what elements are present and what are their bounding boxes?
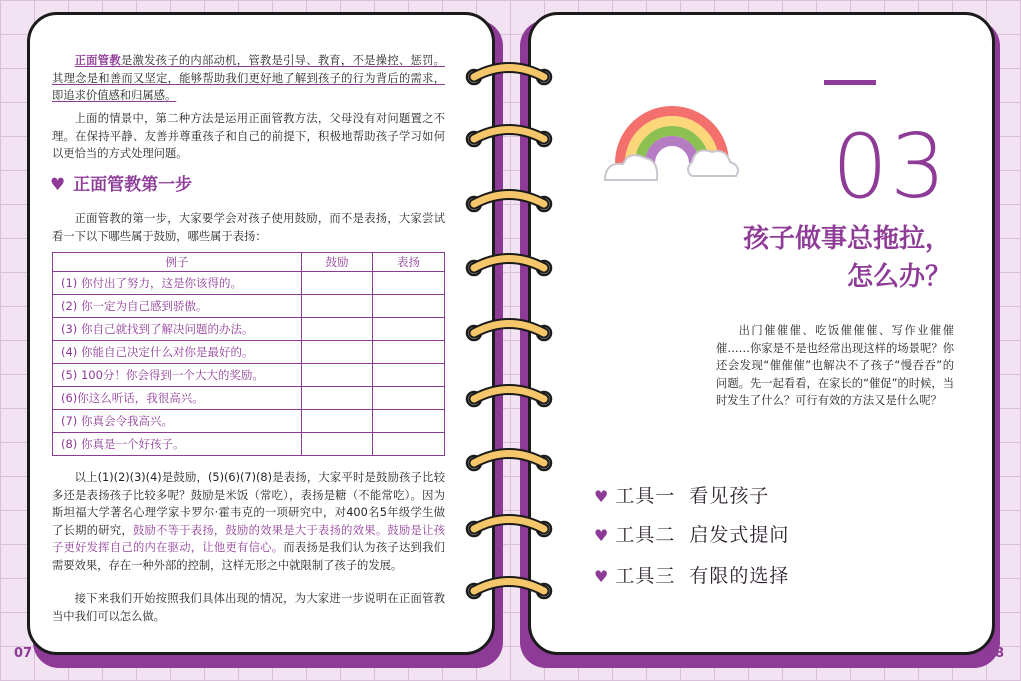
- binding-ring: [462, 122, 556, 152]
- table-row: [53, 433, 445, 456]
- col-praise: 表扬: [373, 253, 445, 272]
- title-line-1: 孩子做事总拖拉，: [742, 224, 951, 254]
- table-row: [53, 387, 445, 410]
- encourage-cell[interactable]: [302, 318, 373, 341]
- encourage-cell[interactable]: [302, 341, 373, 364]
- encourage-cell[interactable]: [302, 295, 373, 318]
- chapter-number: 03: [832, 115, 948, 218]
- example-text: (8) 你真是一个好孩子。: [53, 433, 302, 456]
- example-text: (2) 你一定为自己感到骄傲。: [53, 295, 302, 318]
- example-text: (5) 100分！你会得到一个大大的奖励。: [53, 364, 302, 387]
- praise-cell[interactable]: [373, 318, 445, 341]
- tool-item: [594, 481, 769, 508]
- col-example: 例子: [53, 253, 302, 272]
- table-row: [53, 272, 445, 295]
- page-number-right: 08: [986, 646, 1005, 661]
- heart-icon: ♥: [594, 567, 610, 586]
- binding-ring: [462, 382, 556, 412]
- praise-cell[interactable]: [373, 387, 445, 410]
- table-row: [53, 295, 445, 318]
- praise-cell[interactable]: [373, 295, 445, 318]
- table-row: [53, 410, 445, 433]
- context-text: 上面的情景中，第二种方法是运用正面管教方法，父母没有对问题置之不理。在保持平静、友善并尊重孩子和自己的前提下，积极地帮助孩子学习如何以更恰当的方式处理问题。: [52, 112, 445, 160]
- encourage-cell[interactable]: [302, 364, 373, 387]
- chapter-intro-text: 出门催催催、吃饭催催催、写作业催催催……你家是不是也经常出现这样的场景呢？你还会发现“催催催”也解决不了孩子“慢吞吞”的问题。先一起看看，在家长的“催促”的时候，当时发生了什么？可行有效的方法又是什么呢？: [716, 324, 954, 407]
- table-header-row: [53, 253, 445, 272]
- summary-paragraph: [52, 469, 445, 574]
- chapter-title: [743, 220, 951, 296]
- praise-cell[interactable]: [373, 272, 445, 295]
- table-row: [53, 364, 445, 387]
- binding-ring: [462, 251, 556, 281]
- praise-cell[interactable]: [373, 410, 445, 433]
- encourage-cell[interactable]: [302, 272, 373, 295]
- section-title: 正面管教第一步: [73, 175, 193, 195]
- intro-text: 是激发孩子的内部动机，管教是引导、教育，不是操控、惩罚。其理念是和善而又坚定，能够帮助我们更好地了解到孩子的行为背后的需求，即追求价值感和归属感。: [52, 54, 445, 102]
- tool-item: [594, 520, 789, 547]
- praise-cell[interactable]: [373, 364, 445, 387]
- tool-item: [594, 561, 789, 588]
- example-text: (1) 你付出了努力，这是你该得的。: [53, 272, 302, 295]
- first-step-paragraph: [52, 210, 445, 245]
- binding-ring: [462, 512, 556, 542]
- next-paragraph: [52, 590, 445, 625]
- table-row: [53, 318, 445, 341]
- first-step-text: 正面管教的第一步，大家要学会对孩子使用鼓励，而不是表扬，大家尝试看一下以下哪些属于鼓励，哪些属于表扬：: [52, 212, 445, 243]
- context-paragraph: [52, 110, 445, 163]
- encourage-cell[interactable]: [302, 410, 373, 433]
- intro-paragraph: [52, 52, 445, 105]
- example-text: (7) 你真会令我高兴。: [53, 410, 302, 433]
- summary-text-b: 而表扬是我们认为孩子达到我们需要效果，存在一种外部的控制，这样无形之中就限制了孩子的发展。: [52, 541, 445, 572]
- encouragement-table: [52, 252, 445, 456]
- encourage-cell[interactable]: [302, 433, 373, 456]
- heart-icon: ♥: [594, 526, 610, 545]
- tool-label: 工具二 启发式提问: [615, 524, 790, 546]
- encourage-cell[interactable]: [302, 387, 373, 410]
- binding-ring: [462, 446, 556, 476]
- praise-cell[interactable]: [373, 341, 445, 364]
- binding-ring: [462, 574, 556, 604]
- rainbow-icon: [600, 88, 745, 193]
- section-heading: [50, 170, 194, 195]
- summary-text-a: 以上(1)(2)(3)(4)是鼓励，(5)(6)(7)(8)是表扬，大家平时是鼓励孩子比较多还是表扬孩子比较多呢？鼓励是米饭（常吃），表扬是糖（不能常吃）。因为斯坦福大学著名心理学家卡罗尔·霍韦克的一项研究中，对400名5年级学生做了长期的研究，: [52, 471, 445, 537]
- tool-label: 工具一 看见孩子: [615, 485, 770, 507]
- col-encourage: 鼓励: [302, 253, 373, 272]
- summary-emphasis: 鼓励不等于表扬，鼓励的效果是大于表扬的效果。鼓励是让孩子更好发挥自己的内在驱动，让他更有信心。: [52, 523, 445, 554]
- table-row: [53, 341, 445, 364]
- next-text: 接下来我们开始按照我们具体出现的情况，为大家进一步说明在正面管教当中我们可以怎么做。: [52, 592, 445, 623]
- tool-label: 工具三 有限的选择: [615, 565, 790, 587]
- praise-cell[interactable]: [373, 433, 445, 456]
- example-text: (6)你这么听话，我很高兴。: [53, 387, 302, 410]
- binding-ring: [462, 60, 556, 90]
- binding-ring: [462, 187, 556, 217]
- binding-ring: [462, 316, 556, 346]
- chapter-dash: [824, 80, 876, 85]
- page-number-left: 07: [14, 646, 33, 661]
- heart-icon: ♥: [594, 487, 610, 506]
- example-text: (3) 你自己就找到了解决问题的办法。: [53, 318, 302, 341]
- example-text: (4) 你能自己决定什么对你是最好的。: [53, 341, 302, 364]
- intro-lead: 正面管教: [74, 54, 121, 67]
- heart-icon: ♥: [50, 175, 66, 195]
- title-line-2: 怎么办？: [846, 262, 951, 292]
- chapter-intro: [716, 322, 954, 410]
